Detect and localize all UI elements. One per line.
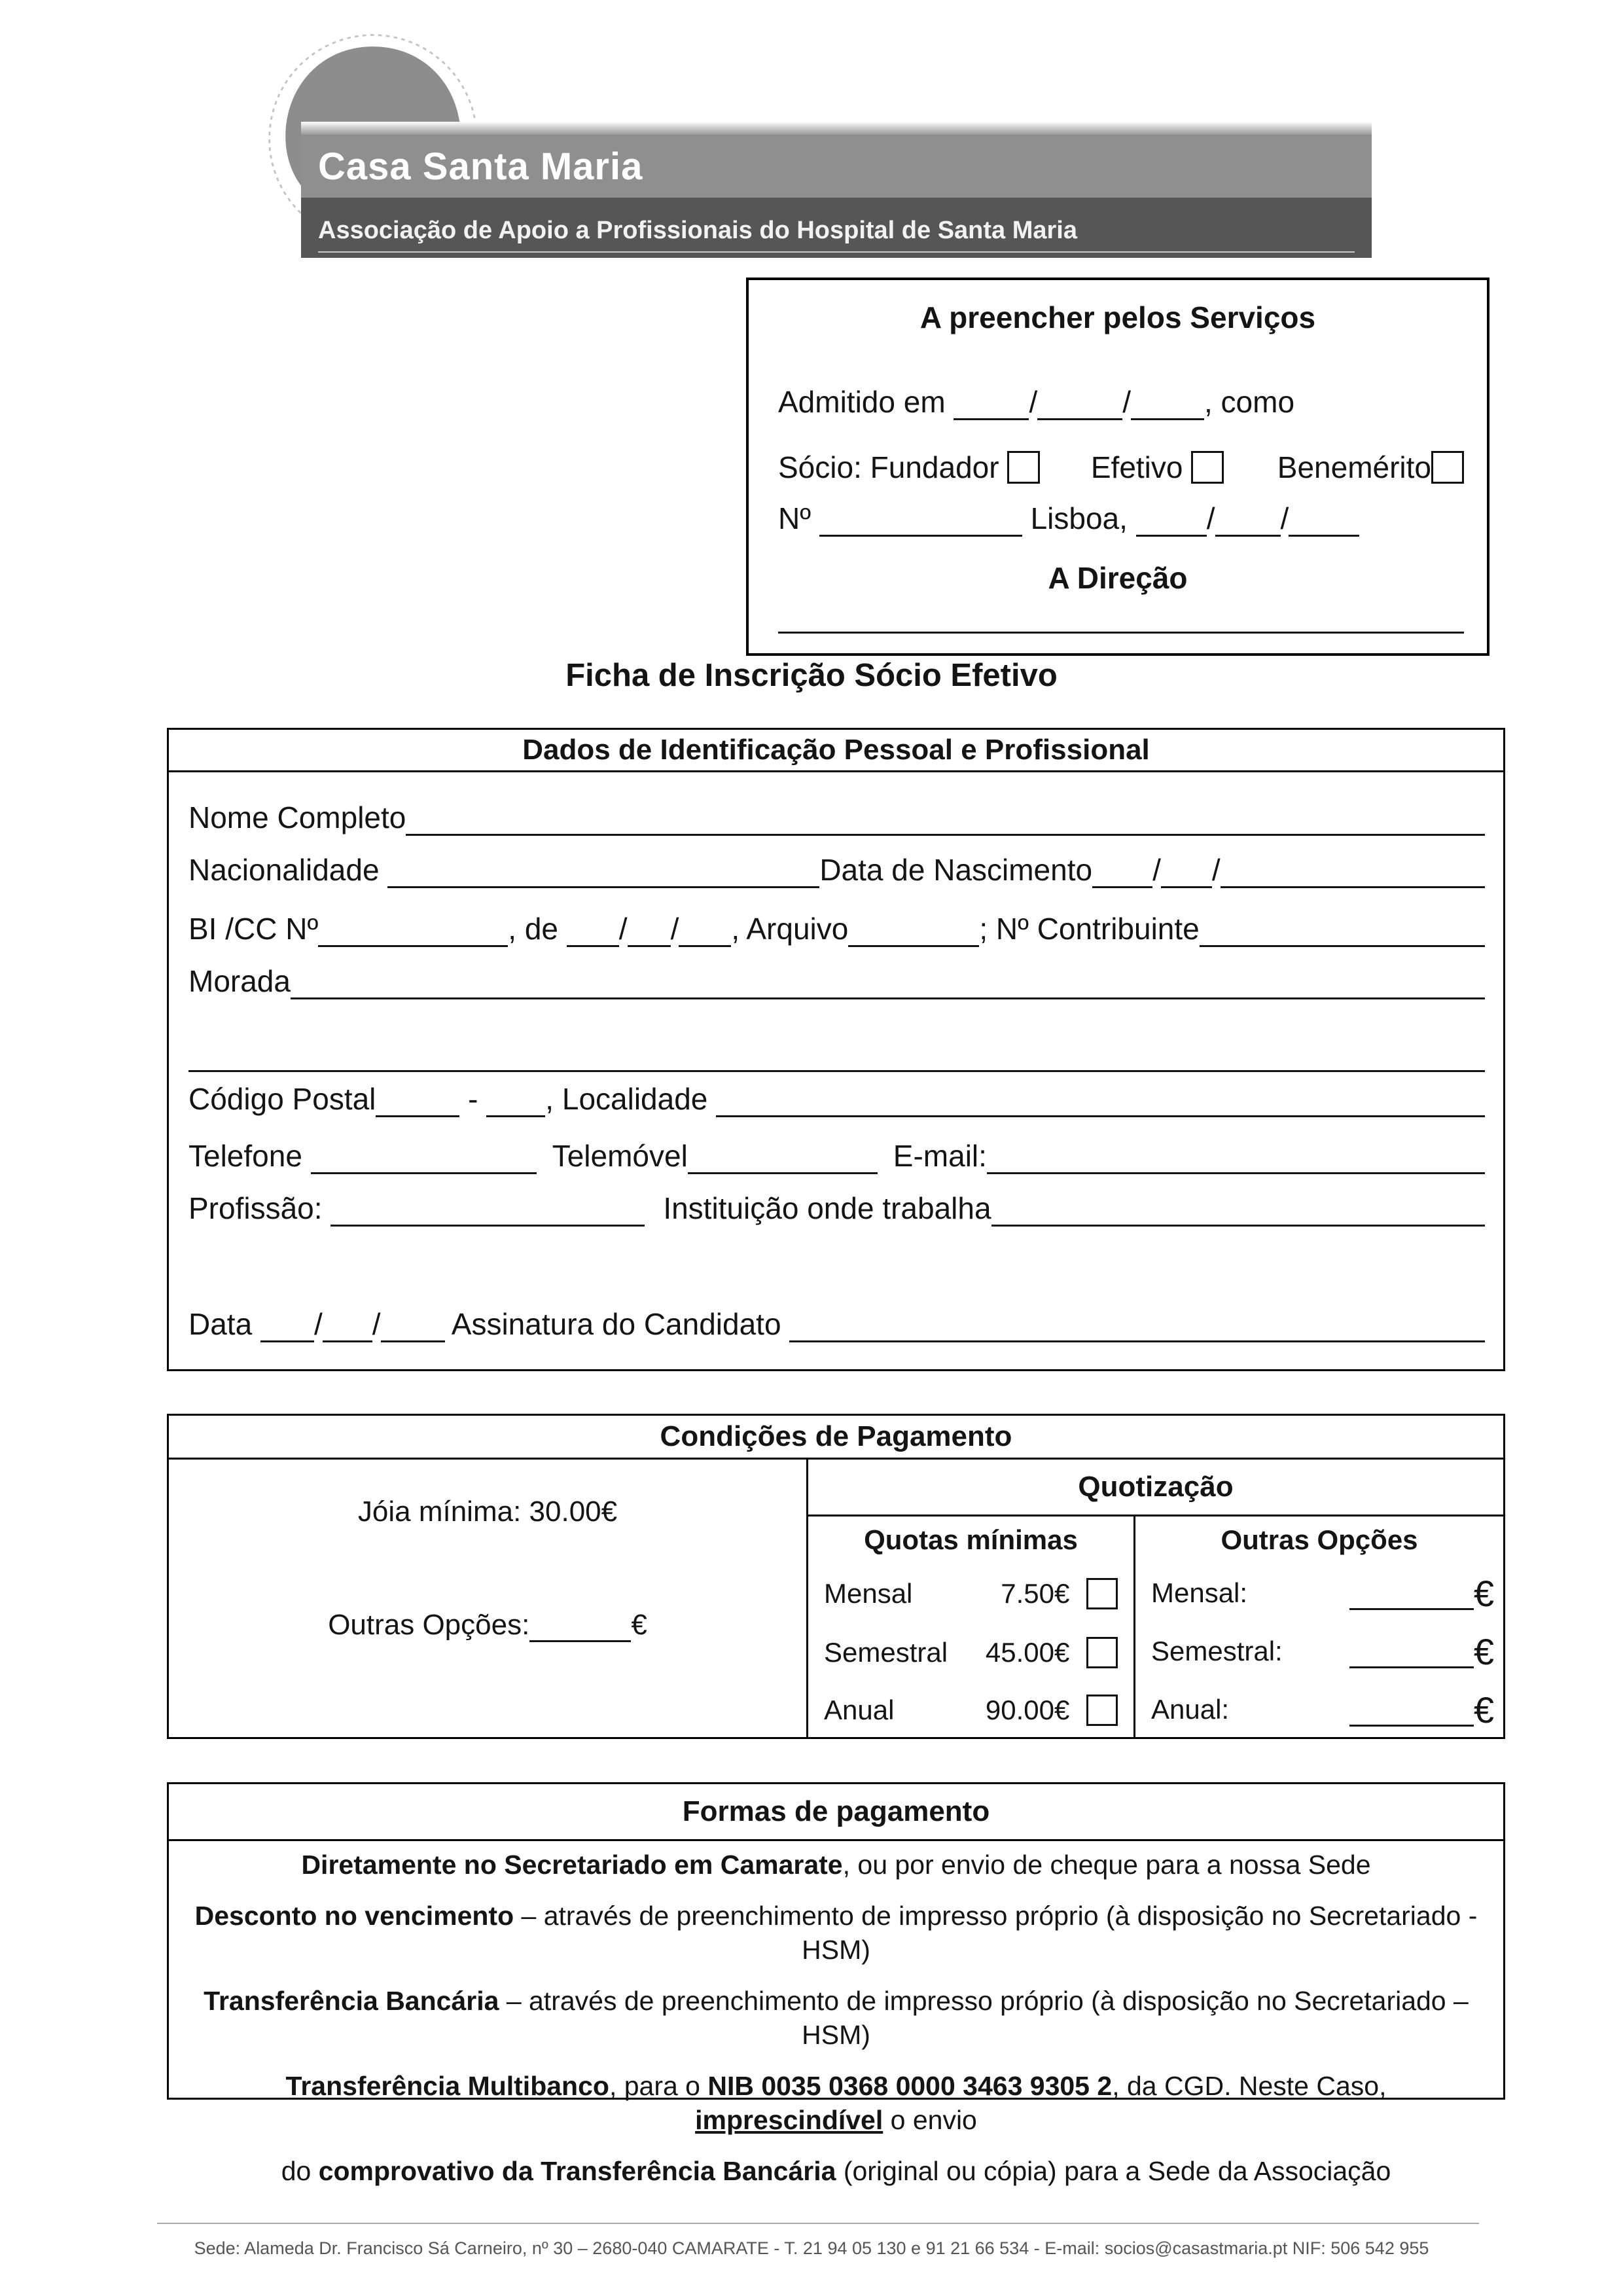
quotization-columns [808, 1516, 1503, 1739]
slash: / [1206, 501, 1215, 535]
payment-method-line [169, 1848, 1503, 1882]
date-signature-row [188, 1306, 1485, 1342]
admitted-month-blank[interactable] [1037, 384, 1122, 420]
quota-mensal-value: 7.50€ [1001, 1578, 1077, 1609]
payment-conditions-section [167, 1414, 1505, 1739]
archive-label: , Arquivo [731, 912, 849, 946]
full-name-blank[interactable] [406, 800, 1485, 836]
footer-divider [157, 2223, 1479, 2224]
nationality-blank[interactable] [387, 852, 819, 888]
option-anual-label: Anual: [1151, 1694, 1230, 1725]
payment-section-title: Condições de Pagamento [169, 1416, 1503, 1460]
slash: / [618, 912, 628, 946]
birthdate-label: Data de Nascimento [819, 853, 1093, 887]
socio-type-row [778, 449, 1464, 486]
mobile-label: Telemóvel [552, 1139, 688, 1173]
quota-semestral-value: 45.00€ [985, 1637, 1077, 1668]
pm-segment: , para o [609, 2071, 708, 2101]
option-row-anual [1135, 1689, 1503, 1731]
checkbox-quota-semestral[interactable] [1086, 1637, 1118, 1668]
services-box-title: A preencher pelos Serviços [919, 300, 1316, 334]
brand-title: Casa Santa Maria [318, 145, 643, 188]
date-month-blank[interactable] [323, 1306, 372, 1342]
pm-segment: Transferência Bancária [204, 1986, 499, 2016]
city-label: Lisboa, [1022, 501, 1136, 535]
id-card-number-blank[interactable] [318, 911, 508, 947]
date-year-blank[interactable] [381, 1306, 445, 1342]
pm-segment: comprovativo da Transferência Bancária [318, 2156, 836, 2186]
birthdate-year-blank[interactable] [1221, 852, 1485, 888]
full-name-row [188, 799, 1485, 836]
phone-blank[interactable] [311, 1138, 537, 1174]
pm-segment: – através de preenchimento de impresso próprio (à disposição no Secretariado - HSM) [514, 1901, 1478, 1965]
banner-title-band [301, 135, 1372, 198]
euro-sign: € [1473, 1631, 1494, 1672]
personal-section-title: Dados de Identificação Pessoal e Profissional [169, 730, 1503, 772]
pm-segment: imprescindível [695, 2105, 883, 2135]
direction-label: A Direção [1048, 561, 1188, 595]
joining-fee-other-options [169, 1606, 806, 1642]
slash: / [1280, 501, 1289, 535]
option-mensal-label: Mensal: [1151, 1577, 1248, 1608]
address-row [188, 963, 1485, 999]
quota-mensal-label: Mensal [824, 1578, 913, 1609]
quotization-cell [808, 1460, 1503, 1739]
birthdate-month-blank[interactable] [1161, 852, 1212, 888]
other-options-blank[interactable] [529, 1606, 631, 1642]
quota-row-semestral [808, 1636, 1133, 1670]
profession-label: Profissão: [188, 1191, 331, 1225]
nationality-row [188, 852, 1485, 888]
payment-body [169, 1460, 1503, 1739]
header-banner [301, 122, 1372, 258]
email-label: E-mail: [893, 1139, 987, 1173]
profession-blank[interactable] [330, 1191, 645, 1227]
institution-blank[interactable] [991, 1191, 1485, 1227]
mobile-blank[interactable] [688, 1138, 878, 1174]
id-date-month-blank[interactable] [628, 911, 671, 947]
payment-methods-title: Formas de pagamento [169, 1784, 1503, 1841]
postal-code-row [188, 1081, 1485, 1117]
id-date-year-blank[interactable] [679, 911, 731, 947]
pm-segment: – através de preenchimento de impresso próprio (à disposição no Secretariado – HSM) [499, 1986, 1469, 2050]
payment-method-line [169, 1899, 1503, 1967]
checkbox-fundador[interactable] [1007, 451, 1040, 484]
pm-segment: Diretamente no Secretariado em Camarate [301, 1850, 843, 1880]
pm-segment: Transferência Multibanco [285, 2071, 609, 2101]
member-number-blank[interactable] [819, 501, 1022, 537]
full-name-label: Nome Completo [188, 800, 406, 834]
city-date-day-blank[interactable] [1136, 501, 1207, 537]
pm-segment: do [281, 2156, 319, 2186]
address-continuation-blank[interactable] [188, 1036, 1485, 1072]
payment-methods-lines [169, 1841, 1503, 2188]
minimum-quotas-column [808, 1516, 1135, 1739]
option-semestral-label: Semestral: [1151, 1636, 1283, 1666]
footer-address: Sede: Alameda Dr. Francisco Sá Carneiro, nº 30 – 2680-040 CAMARATE - T. 21 94 05 130 e 91 21 66 534 - E-mail: socios@casastmaria.pt NIF: 506 542 955 [194, 2238, 1429, 2258]
quota-semestral-label: Semestral [824, 1637, 948, 1668]
payment-method-line [169, 1984, 1503, 2052]
institution-label: Instituição onde trabalha [663, 1191, 991, 1225]
id-date-day-blank[interactable] [567, 911, 619, 947]
socio-label: Sócio: [778, 450, 870, 484]
pm-segment: , ou por envio de cheque para a nossa Sede [842, 1850, 1371, 1880]
slash: / [670, 912, 679, 946]
slash: / [1029, 385, 1038, 419]
locality-label: , Localidade [545, 1082, 717, 1116]
postal-code-ext-blank[interactable] [486, 1081, 545, 1117]
other-options-label: Outras Opções: [328, 1609, 530, 1641]
slash: / [313, 1307, 323, 1341]
member-number-row [778, 500, 1464, 537]
checkbox-quota-anual[interactable] [1086, 1695, 1118, 1726]
euro-sign: € [631, 1609, 647, 1641]
brand-subtitle: Associação de Apoio a Profissionais do Hospital de Santa Maria [318, 217, 1355, 253]
quota-row-mensal [808, 1577, 1133, 1611]
profession-row [188, 1190, 1485, 1227]
banner-gradient-strip [301, 122, 1372, 135]
slash: / [1211, 853, 1221, 887]
personal-data-section [167, 728, 1505, 1371]
slash: / [372, 1307, 381, 1341]
archive-blank[interactable] [848, 911, 979, 947]
pm-segment: , da CGD. Neste Caso, [1112, 2071, 1387, 2101]
option-anual-blank[interactable] [1349, 1691, 1474, 1727]
direction-signature-line[interactable] [778, 632, 1464, 634]
checkbox-quota-mensal[interactable] [1086, 1578, 1118, 1609]
quota-anual-value: 90.00€ [985, 1695, 1077, 1725]
joining-fee-cell [169, 1460, 808, 1739]
quota-row-anual [808, 1693, 1133, 1727]
other-options-column [1135, 1516, 1503, 1739]
city-date-month-blank[interactable] [1215, 501, 1281, 537]
form-title: Ficha de Inscrição Sócio Efetivo [565, 658, 1058, 693]
pm-segment: (original ou cópia) para a Sede da Associação [836, 2156, 1391, 2186]
admitted-suffix: , como [1204, 385, 1295, 419]
option-fundador-label: Fundador [870, 450, 1008, 484]
taxpayer-blank[interactable] [1200, 911, 1485, 947]
quotization-title: Quotização [808, 1460, 1503, 1516]
other-options-title: Outras Opções [1221, 1524, 1418, 1555]
admitted-label: Admitido em [778, 385, 954, 419]
option-semestral-blank[interactable] [1349, 1632, 1474, 1668]
euro-sign: € [1473, 1689, 1494, 1731]
option-mensal-blank[interactable] [1349, 1574, 1474, 1610]
taxpayer-label: ; Nº Contribuinte [979, 912, 1200, 946]
payment-method-line [169, 2154, 1503, 2188]
option-row-semestral [1135, 1631, 1503, 1672]
euro-sign: € [1473, 1573, 1494, 1614]
minimum-quotas-title: Quotas mínimas [864, 1524, 1078, 1555]
admitted-day-blank[interactable] [954, 384, 1029, 420]
pm-segment: NIB 0035 0368 0000 3463 9305 2 [707, 2071, 1113, 2101]
checkbox-benemerito[interactable] [1431, 451, 1464, 484]
phone-label: Telefone [188, 1139, 311, 1173]
slash: / [1122, 385, 1131, 419]
admitted-row [778, 384, 1464, 420]
banner-subtitle-band [301, 198, 1372, 258]
date-day-blank[interactable] [260, 1306, 314, 1342]
city-date-year-blank[interactable] [1289, 501, 1359, 537]
payment-methods-section [167, 1782, 1505, 2186]
date-label: Data [188, 1307, 260, 1341]
candidate-signature-blank[interactable] [789, 1306, 1485, 1342]
locality-blank[interactable] [716, 1081, 1485, 1117]
phone-row [188, 1138, 1485, 1174]
quota-anual-label: Anual [824, 1695, 895, 1725]
address-label: Morada [188, 964, 291, 998]
postal-code-separator: - [459, 1082, 487, 1116]
admitted-year-blank[interactable] [1131, 384, 1204, 420]
email-blank[interactable] [987, 1138, 1485, 1174]
candidate-signature-label: Assinatura do Candidato [444, 1307, 790, 1341]
slash: / [1152, 853, 1161, 887]
option-benemerito-label: Benemérito [1277, 450, 1431, 484]
id-card-row [188, 910, 1485, 947]
member-number-label: Nº [778, 501, 819, 535]
id-card-label: BI /CC Nº [188, 912, 319, 946]
joining-fee-text: Jóia mínima: 30.00€ [357, 1496, 618, 1528]
address-blank[interactable] [291, 963, 1485, 999]
postal-code-blank[interactable] [376, 1081, 459, 1117]
nationality-label: Nacionalidade [188, 853, 388, 887]
option-efetivo-label: Efetivo [1090, 450, 1192, 484]
services-box [746, 278, 1489, 656]
birthdate-day-blank[interactable] [1092, 852, 1152, 888]
pm-segment: Desconto no vencimento [194, 1901, 514, 1931]
id-card-de-label: , de [508, 912, 567, 946]
option-row-mensal [1135, 1573, 1503, 1614]
postal-code-label: Código Postal [188, 1082, 376, 1116]
pm-segment: o envio [883, 2105, 977, 2135]
checkbox-efetivo[interactable] [1191, 451, 1224, 484]
payment-method-line [169, 2069, 1503, 2137]
